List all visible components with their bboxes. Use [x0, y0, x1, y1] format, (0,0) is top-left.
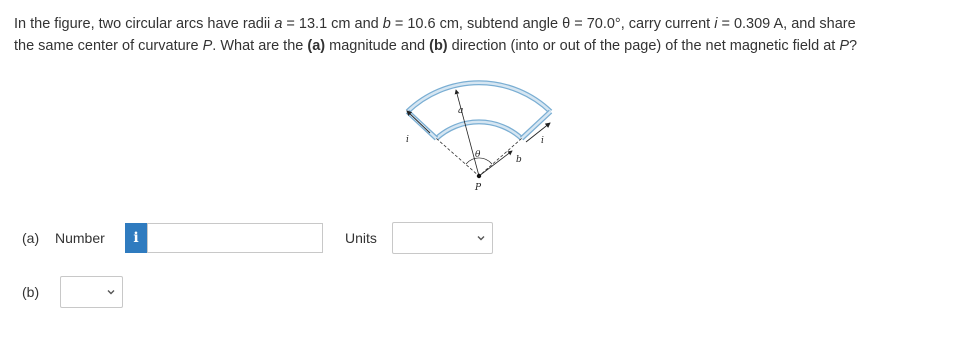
symbol-p: P — [839, 38, 850, 54]
outer-arc — [408, 83, 551, 112]
part-a-marker: (a) — [307, 38, 326, 54]
label-b: b — [516, 155, 522, 165]
chevron-down-icon — [107, 288, 115, 296]
label-p: P — [475, 183, 482, 193]
part-b-marker: (b) — [429, 38, 448, 54]
units-select[interactable] — [392, 222, 493, 254]
units-label: Units — [345, 230, 377, 246]
label-theta: θ — [475, 150, 481, 160]
label-i-left: i — [406, 135, 409, 145]
chevron-down-icon — [477, 234, 485, 242]
symbol-i: i — [714, 16, 718, 32]
label-i-right: i — [541, 136, 544, 146]
question-text-segment: In the figure, two circular arcs have radii — [14, 16, 275, 32]
symbol-b: b — [382, 16, 391, 32]
question-text-segment: = 13.1 cm and — [282, 16, 383, 32]
part-a-label: (a) — [22, 230, 40, 246]
number-label: Number — [55, 230, 105, 246]
label-a: a — [458, 106, 464, 116]
info-icon[interactable]: i — [125, 223, 147, 253]
question-text-segment: = 0.309 A, and share — [717, 16, 856, 32]
question-text-segment: the same center of curvature — [14, 38, 203, 54]
answer-row-b — [22, 276, 123, 308]
question-text-segment: ? — [849, 38, 858, 54]
question-text-segment: direction (into or out of the page) of the net magnetic field at — [447, 38, 840, 54]
question-text-segment: magnitude and — [325, 38, 430, 54]
question-text-segment: . What are the — [212, 38, 308, 54]
question-text-segment: = 10.6 cm, subtend angle θ = 70.0°, carry current — [390, 16, 715, 32]
left-guide-line — [436, 139, 479, 177]
question-text — [14, 13, 944, 57]
center-point-p — [477, 174, 481, 178]
radius-b-arrow — [479, 151, 512, 176]
radius-a-arrow — [456, 90, 479, 176]
answer-row-a — [22, 222, 493, 254]
number-input[interactable] — [147, 223, 323, 253]
arc-figure — [400, 80, 560, 195]
current-arrow-left — [407, 111, 430, 133]
direction-select[interactable] — [60, 276, 123, 308]
symbol-p: P — [202, 38, 213, 54]
symbol-a: a — [274, 16, 283, 32]
part-b-label: (b) — [22, 284, 40, 300]
